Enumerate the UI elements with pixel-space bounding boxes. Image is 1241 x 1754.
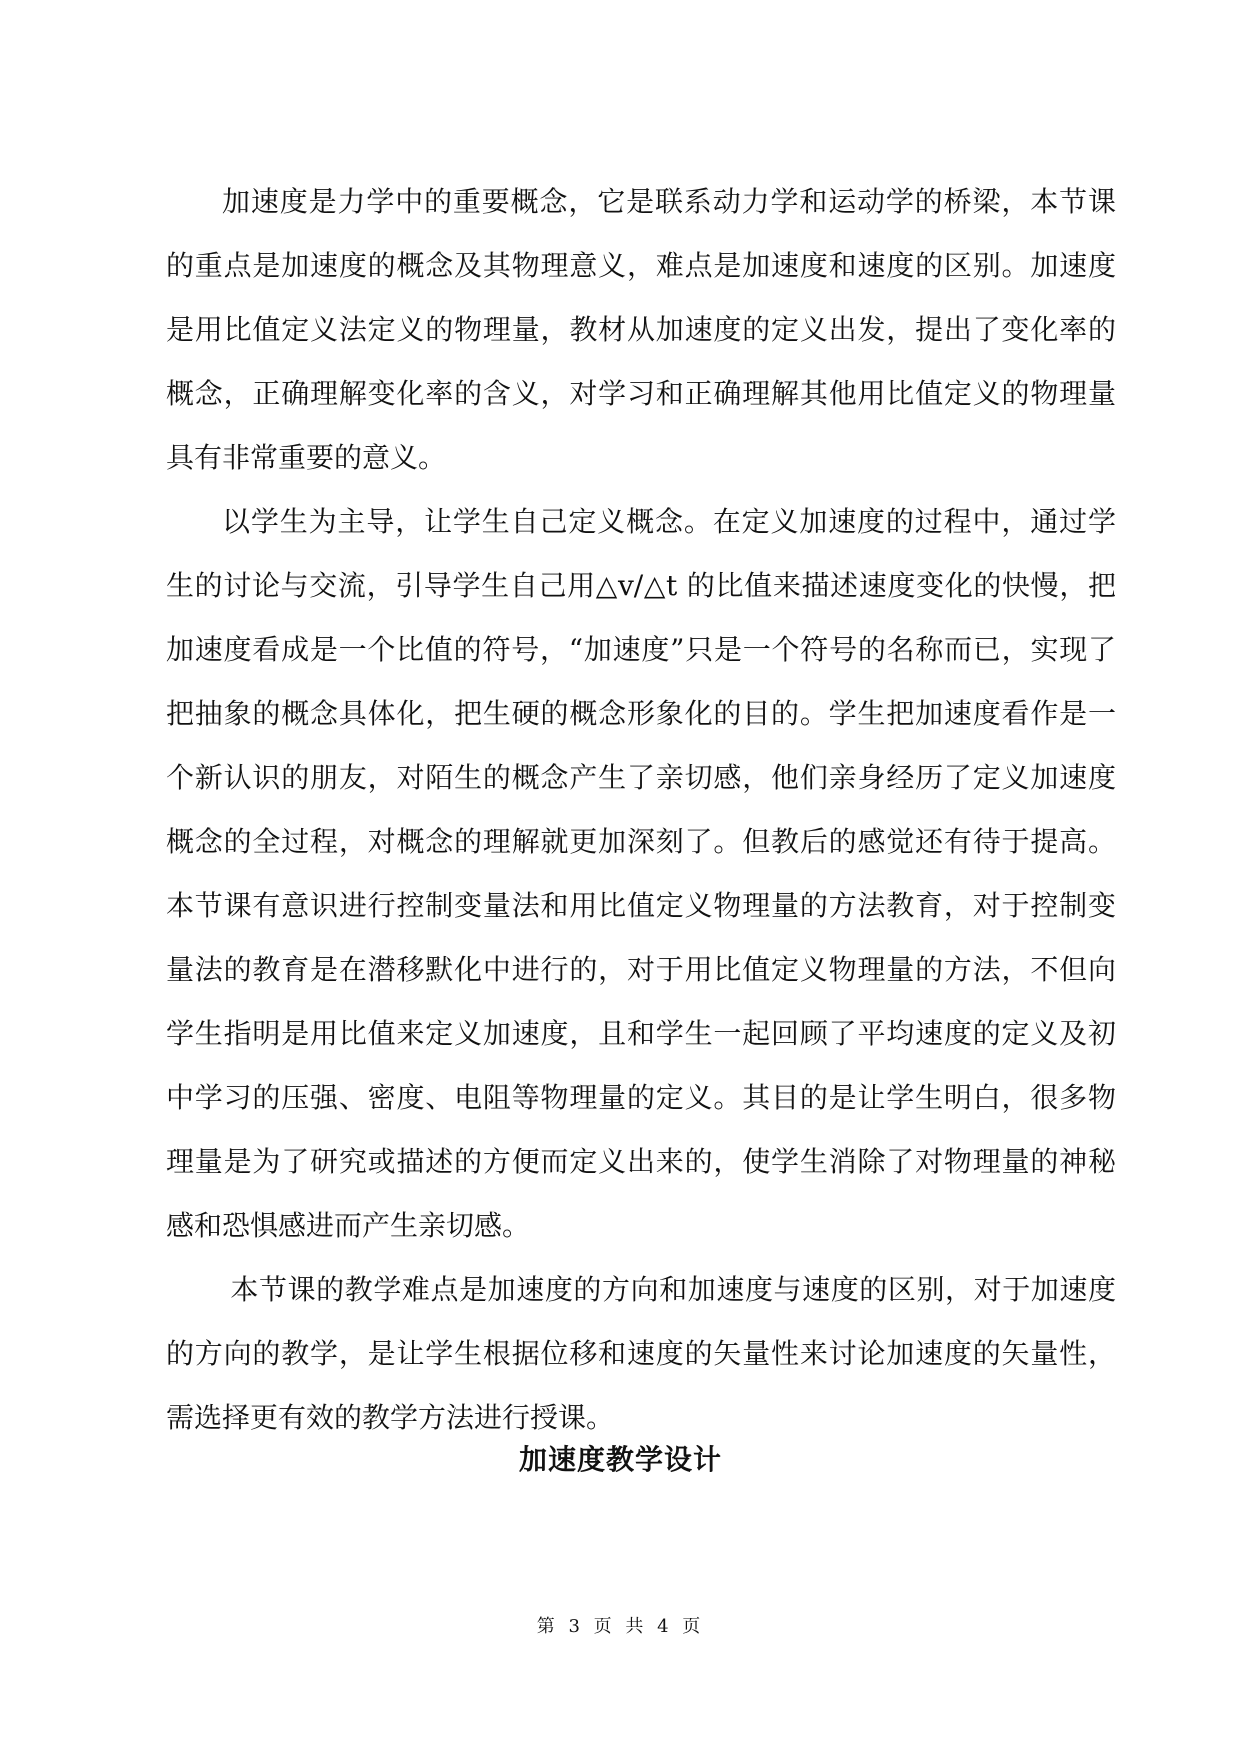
body-text: [166, 170, 1116, 1450]
section-title: 加速度教学设计: [518, 1443, 722, 1476]
page-footer: 第 3 页 共 4 页: [536, 1616, 705, 1637]
paragraph-3: 本节课的教学难点是加速度的方向和加速度与速度的区别，对于加速度的方向的教学，是让学生根据位移和速度的矢量性来讨论加速度的矢量性，需选择更有效的教学方法进行授课。: [166, 1273, 1116, 1434]
paragraph-1: 加速度是力学中的重要概念，它是联系动力学和运动学的桥梁，本节课的重点是加速度的概念及其物理意义，难点是加速度和速度的区别。加速度是用比值定义法定义的物理量，教材从加速度的定义出发，提出了变化率的概念，正确理解变化率的含义，对学习和正确理解其他用比值定义的物理量具有非常重要的意义。: [166, 185, 1116, 474]
paragraph-2: 以学生为主导，让学生自己定义概念。在定义加速度的过程中，通过学生的讨论与交流，引导学生自己用△v/△t 的比值来描述速度变化的快慢，把加速度看成是一个比值的符号，“加速度”只是一个符号的名称而已，实现了把抽象的概念具体化，把生硬的概念形象化的目的。学生把加速度看作是一个新认识的朋友，对陌生的概念产生了亲切感，他们亲身经历了定义加速度概念的全过程，对概念的理解就更加深刻了。但教后的感觉还有待于提高。本节课有意识进行控制变量法和用比值定义物理量的方法教育，对于控制变量法的教育是在潜移默化中进行的，对于用比值定义物理量的方法，不但向学生指明是用比值来定义加速度，且和学生一起回顾了平均速度的定义及初中学习的压强、密度、电阻等物理量的定义。其目的是让学生明白，很多物理量是为了研究或描述的方便而定义出来的，使学生消除了对物理量的神秘感和恐惧感进而产生亲切感。: [166, 505, 1116, 1242]
